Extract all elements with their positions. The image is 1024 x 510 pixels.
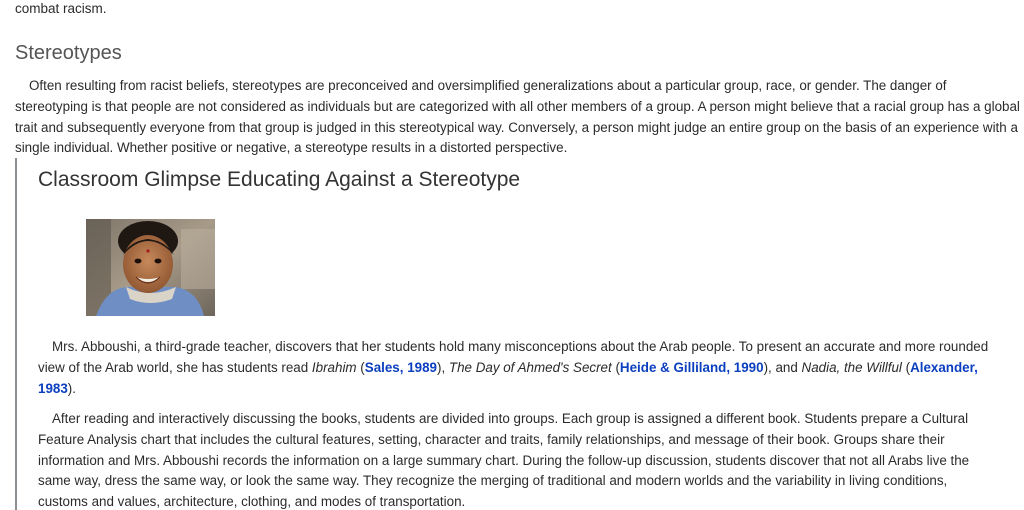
previous-paragraph-fragment: combat racism.: [15, 1, 107, 16]
student-photo: [86, 219, 215, 316]
paragraph-text: (: [356, 359, 365, 375]
paragraph-text: ), and: [763, 359, 802, 375]
glimpse-paragraph-1: [38, 337, 998, 399]
glimpse-paragraph-2: After reading and interactively discussing the books, students are divided into groups. Each group is assigned a different book. Students prepare a Cultural Feature Analysis chart that includes the cultural features, setting, character and traits, family relationships, and message of their book. Groups share their information and Mrs. Abboushi records the information on a large summary chart. During the follow-up discussion, students discover that not all Arabs live the same way, dress the same way, or look the same way. They recognize the merging of traditional and modern worlds and the variability in living conditions, customs and values, architecture, clothing, and modes of transportation.: [38, 411, 970, 510]
book-title: Ibrahim: [311, 359, 357, 375]
classroom-glimpse-box: [15, 158, 1007, 510]
paragraph-text: Mrs. Abboushi, a third-grade teacher, discovers that her students hold many misconceptions about the Arab people. To present an accurate and more rounded view of the Arab world, she has students read: [38, 339, 989, 375]
citation-link-heide-gilliland[interactable]: Heide & Gilliland, 1990: [619, 359, 764, 375]
paragraph-text: (: [901, 359, 911, 375]
citation-link-alexander[interactable]: Alexander, 1983: [38, 359, 978, 396]
paragraph-text: ).: [67, 380, 76, 396]
paragraph-text: (: [611, 359, 620, 375]
section-heading: Stereotypes: [15, 42, 122, 64]
book-title: Nadia, the Willful: [801, 359, 902, 375]
book-title: The Day of Ahmed's Secret: [448, 359, 612, 375]
stereotypes-paragraph: Often resulting from racist beliefs, stereotypes are preconceived and oversimplified generalizations about a particular group, race, or gender. The danger of stereotyping is that people are not considered as individuals but are categorized with all other members of a group. A person might believe that a racial group has a global trait and subsequently everyone from that group is judged in this stereotypical way. Conversely, a person might judge an entire group on the basis of an experience with a single individual. Whether positive or negative, a stereotype results in a distorted perspective.: [15, 78, 1020, 156]
paragraph-text: ),: [437, 359, 449, 375]
citation-link-sales[interactable]: Sales, 1989: [364, 359, 437, 375]
glimpse-title: Classroom Glimpse Educating Against a Stereotype: [38, 168, 521, 191]
